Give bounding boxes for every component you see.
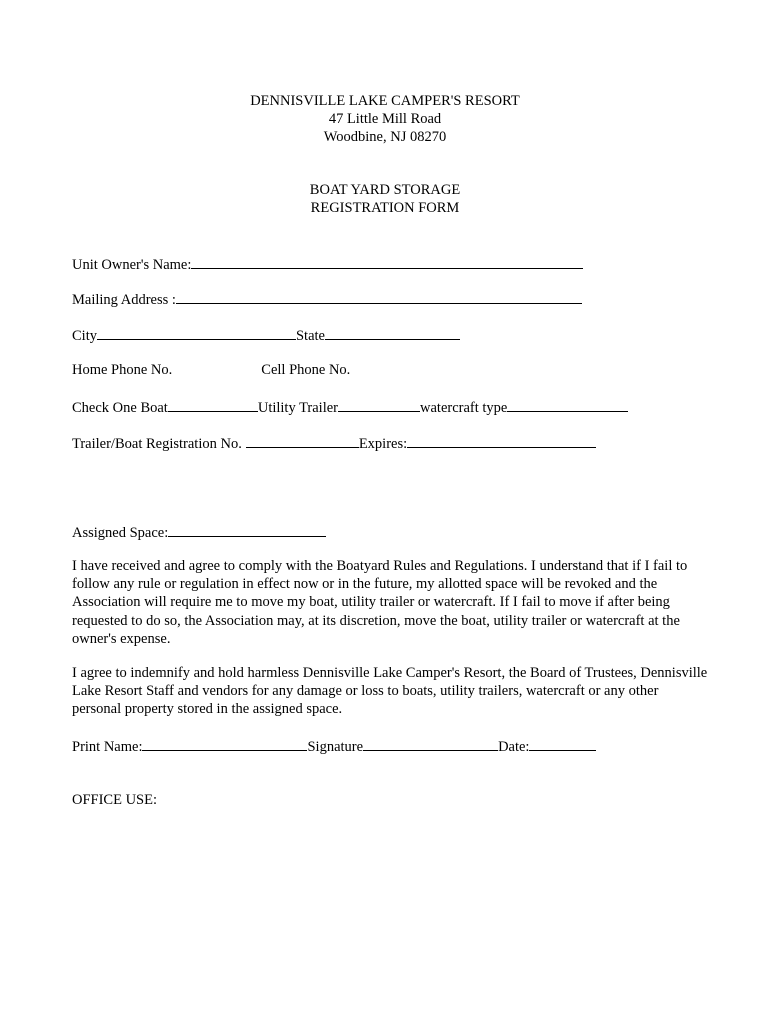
owner-name-label: Unit Owner's Name:: [72, 257, 192, 273]
utility-trailer-label: Utility Trailer: [257, 400, 339, 416]
date-label: Date:: [498, 739, 530, 755]
registration-no-field[interactable]: [246, 433, 359, 448]
city-state-row: [72, 325, 460, 345]
signature-row: [72, 736, 596, 756]
state-label: State: [295, 328, 325, 344]
print-name-field[interactable]: [142, 736, 307, 751]
watercraft-type-label: watercraft type: [420, 400, 508, 416]
org-name: DENNISVILLE LAKE CAMPER'S RESORT: [250, 93, 520, 109]
expires-label: Expires:: [358, 436, 408, 452]
signature-field[interactable]: [363, 736, 498, 751]
assigned-space-label: Assigned Space:: [72, 525, 169, 541]
mailing-address-field[interactable]: [176, 289, 582, 304]
address-line-2: Woodbine, NJ 08270: [323, 129, 447, 145]
check-one-boat-label: Check One Boat: [72, 400, 168, 416]
city-field[interactable]: [97, 325, 296, 340]
state-field[interactable]: [325, 325, 460, 340]
signature-label: Signature: [307, 739, 364, 755]
form-title: [0, 181, 770, 217]
utility-trailer-check-field[interactable]: [338, 397, 420, 412]
form-title-line-2: REGISTRATION FORM: [310, 200, 460, 216]
office-use-label: OFFICE USE:: [72, 792, 158, 808]
owner-name-row: [72, 254, 583, 274]
owner-name-field[interactable]: [191, 254, 583, 269]
registration-no-label: Trailer/Boat Registration No.: [72, 436, 242, 452]
indemnify-paragraph: I agree to indemnify and hold harmless Dennisville Lake Camper's Resort, the Board of Trustees, Dennisville Lake Resort Staff and vendors for any damage or loss to boats, utility trailers, watercraft or any other personal property stored in the assigned space.: [72, 665, 708, 718]
resort-header: [0, 92, 770, 146]
form-title-line-1: BOAT YARD STORAGE: [309, 182, 461, 198]
phone-row: [72, 361, 350, 379]
home-phone-label: Home Phone No.: [72, 362, 173, 378]
vehicle-type-row: [72, 397, 628, 417]
registration-row: [72, 433, 596, 453]
expires-field[interactable]: [407, 433, 596, 448]
cell-phone-label: Cell Phone No.: [261, 362, 351, 378]
mailing-address-label: Mailing Address :: [72, 292, 176, 308]
assigned-space-field[interactable]: [168, 522, 326, 537]
boat-check-field[interactable]: [168, 397, 258, 412]
address-line-1: 47 Little Mill Road: [328, 111, 442, 127]
watercraft-type-field[interactable]: [507, 397, 628, 412]
print-name-label: Print Name:: [72, 739, 143, 755]
city-label: City: [72, 328, 97, 344]
rules-paragraph: I have received and agree to comply with the Boatyard Rules and Regulations. I understand that if I fail to follow any rule or regulation in effect now or in the future, my allotted space will be revoked and the Association will require me to move my boat, utility trailer or watercraft. If I fail to move if after being requested to do so, the Association may, at its discretion, move the boat, utility trailer or watercraft at the owner's expense.: [72, 558, 688, 647]
date-field[interactable]: [529, 736, 596, 751]
assigned-space-row: [72, 522, 326, 542]
mailing-address-row: [72, 289, 582, 309]
